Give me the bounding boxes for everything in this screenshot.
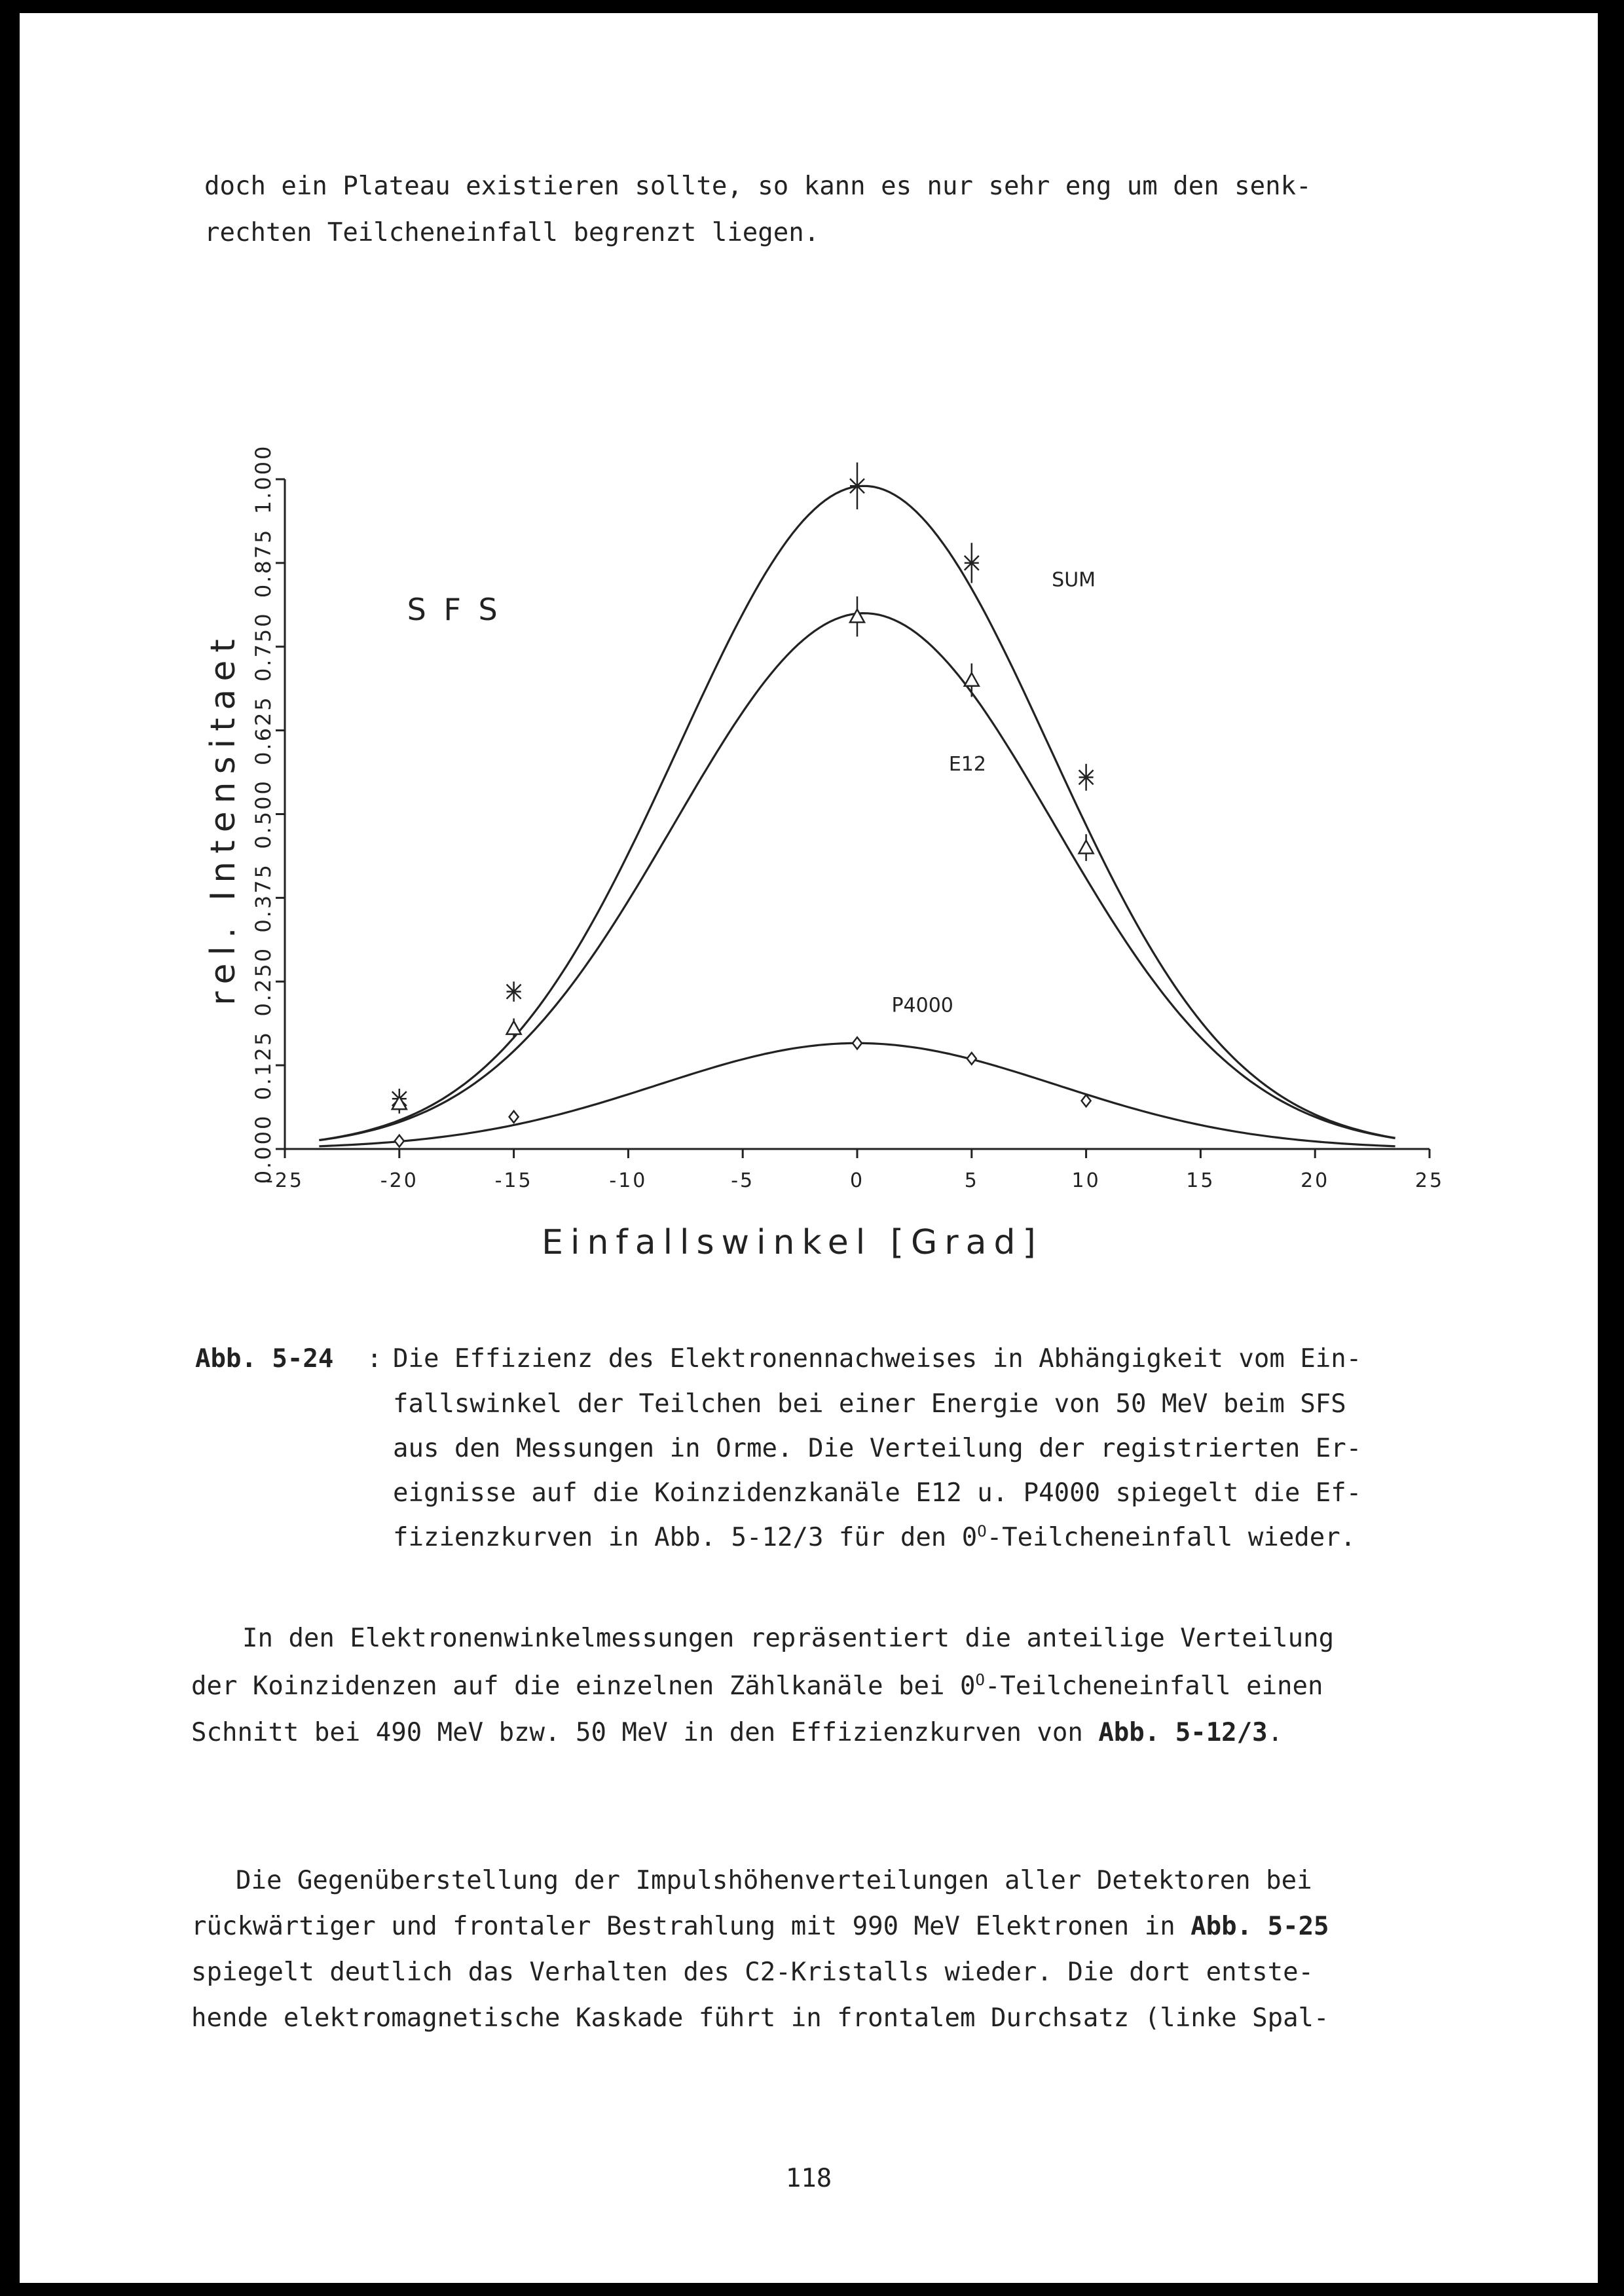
series-label: E12 — [948, 753, 986, 776]
paragraph2-line-3 — [191, 1718, 1283, 1747]
y-tick-label: 0.250 — [251, 946, 276, 1017]
paragraph3-line-4: hende elektromagnetische Kaskade führt in frontalem Durchsatz (linke Spal- — [191, 2003, 1329, 2033]
data-point-sum — [1079, 764, 1094, 791]
data-point-p4000 — [395, 1135, 404, 1147]
data-point-e12 — [965, 663, 979, 697]
y-tick-label: 0.125 — [251, 1030, 276, 1101]
x-tick-label: 5 — [964, 1169, 979, 1192]
paragraph3-line-2 — [191, 1912, 1329, 1941]
data-point-p4000 — [509, 1111, 519, 1123]
paragraph3-figure-ref: Abb. 5-25 — [1190, 1912, 1329, 1941]
chart-labels — [204, 569, 1096, 1262]
data-point-sum — [965, 543, 979, 583]
caption-line-1: Die Effizienz des Elektronennachweises in Abhängigkeit vom Ein- — [393, 1344, 1362, 1374]
data-point-p4000 — [1082, 1095, 1091, 1106]
marker-diamond — [853, 1037, 862, 1049]
top-paragraph-line-1: doch ein Plateau existieren sollte, so kann es nur sehr eng um den senk- — [204, 172, 1312, 201]
page-number: 118 — [785, 2164, 832, 2193]
y-tick-label: 0.875 — [251, 528, 276, 598]
y-tick-label: 0.625 — [251, 695, 276, 765]
caption-line-5-b: -Teilcheneinfall wieder. — [986, 1523, 1356, 1552]
x-tick-label: -15 — [494, 1169, 533, 1192]
x-tick-label: -25 — [266, 1169, 304, 1192]
y-axis-label: rel. Intensitaet — [204, 631, 243, 1006]
chart-points — [392, 462, 1094, 1146]
marker-diamond — [395, 1135, 404, 1147]
chart-title: S F S — [407, 591, 502, 627]
paragraph2-line-2-a: der Koinzidenzen auf die einzelnen Zählkanäle bei 0 — [191, 1671, 976, 1701]
paragraph3-line-1: Die Gegenüberstellung der Impulshöhenverteilungen aller Detektoren bei — [236, 1866, 1312, 1895]
y-tick-label: 0.750 — [251, 611, 276, 682]
caption-line-5 — [393, 1522, 1356, 1552]
x-tick-label: 20 — [1301, 1169, 1330, 1192]
x-axis-label: Einfallswinkel [Grad] — [542, 1223, 1043, 1262]
paragraph2-line-3-end: . — [1267, 1718, 1283, 1747]
y-tick-label: 1.000 — [251, 444, 276, 515]
paragraph3-line-2-a: rückwärtiger und frontaler Bestrahlung mit 990 MeV Elektronen in — [191, 1912, 1191, 1941]
series-label: SUM — [1052, 568, 1096, 592]
data-point-p4000 — [967, 1053, 976, 1065]
marker-triangle — [965, 673, 979, 686]
marker-triangle — [507, 1021, 521, 1034]
x-tick-label: -20 — [380, 1169, 418, 1192]
caption-separator: : — [367, 1344, 382, 1374]
data-point-p4000 — [853, 1037, 862, 1049]
caption-label: Abb. 5-24 — [195, 1344, 334, 1374]
x-tick-label: 15 — [1186, 1169, 1215, 1192]
paragraph2-degree-sup: O — [975, 1671, 985, 1689]
paragraph2-line-2-b: -Teilcheneinfall einen — [984, 1671, 1323, 1701]
marker-diamond — [967, 1053, 976, 1065]
x-tick-label: -5 — [731, 1169, 755, 1192]
paragraph2-figure-ref: Abb. 5-12/3 — [1098, 1718, 1268, 1747]
x-tick-label: 0 — [849, 1169, 865, 1192]
data-point-sum — [850, 462, 864, 509]
x-tick-label: 10 — [1071, 1169, 1101, 1192]
efficiency-chart — [20, 13, 1598, 1296]
y-tick-label: 0.500 — [251, 779, 276, 849]
y-tick-label: 0.375 — [251, 863, 276, 933]
data-point-e12 — [1079, 834, 1094, 861]
top-paragraph-line-2: rechten Teilcheneinfall begrenzt liegen. — [204, 218, 820, 247]
paragraph2-line-3-a: Schnitt bei 490 MeV bzw. 50 MeV in den Effizienzkurven von — [191, 1718, 1099, 1747]
page-sheet — [20, 13, 1598, 2283]
marker-triangle — [850, 610, 864, 623]
data-point-e12 — [850, 596, 864, 636]
chart-axes — [251, 445, 1444, 1192]
paragraph2-line-1: In den Elektronenwinkelmessungen repräsentiert die anteilige Verteilung — [242, 1624, 1335, 1653]
curve-e12 — [319, 613, 1395, 1140]
caption-line-5-a: fizienzkurven in Abb. 5-12/3 für den 0 — [393, 1523, 978, 1552]
x-tick-label: -10 — [609, 1169, 648, 1192]
marker-diamond — [509, 1111, 519, 1123]
marker-triangle — [1079, 841, 1094, 854]
x-tick-label: 25 — [1414, 1169, 1445, 1192]
series-label: P4000 — [891, 994, 953, 1017]
caption-degree-sup: O — [977, 1522, 987, 1540]
marker-diamond — [1082, 1095, 1091, 1106]
y-tick-label: 0.000 — [251, 1114, 276, 1184]
caption-line-4: eignisse auf die Koinzidenzkanäle E12 u. P4000 spiegelt die Ef- — [393, 1478, 1362, 1508]
caption-line-3: aus den Messungen in Orme. Die Verteilung der registrierten Er- — [393, 1434, 1362, 1463]
paragraph2-line-2 — [191, 1671, 1323, 1701]
data-point-e12 — [507, 1019, 521, 1039]
data-point-sum — [507, 981, 521, 1002]
caption-line-2: fallswinkel der Teilchen bei einer Energie von 50 MeV beim SFS — [393, 1389, 1346, 1419]
paragraph3-line-3: spiegelt deutlich das Verhalten des C2-Kristalls wieder. Die dort entste- — [191, 1958, 1314, 1987]
